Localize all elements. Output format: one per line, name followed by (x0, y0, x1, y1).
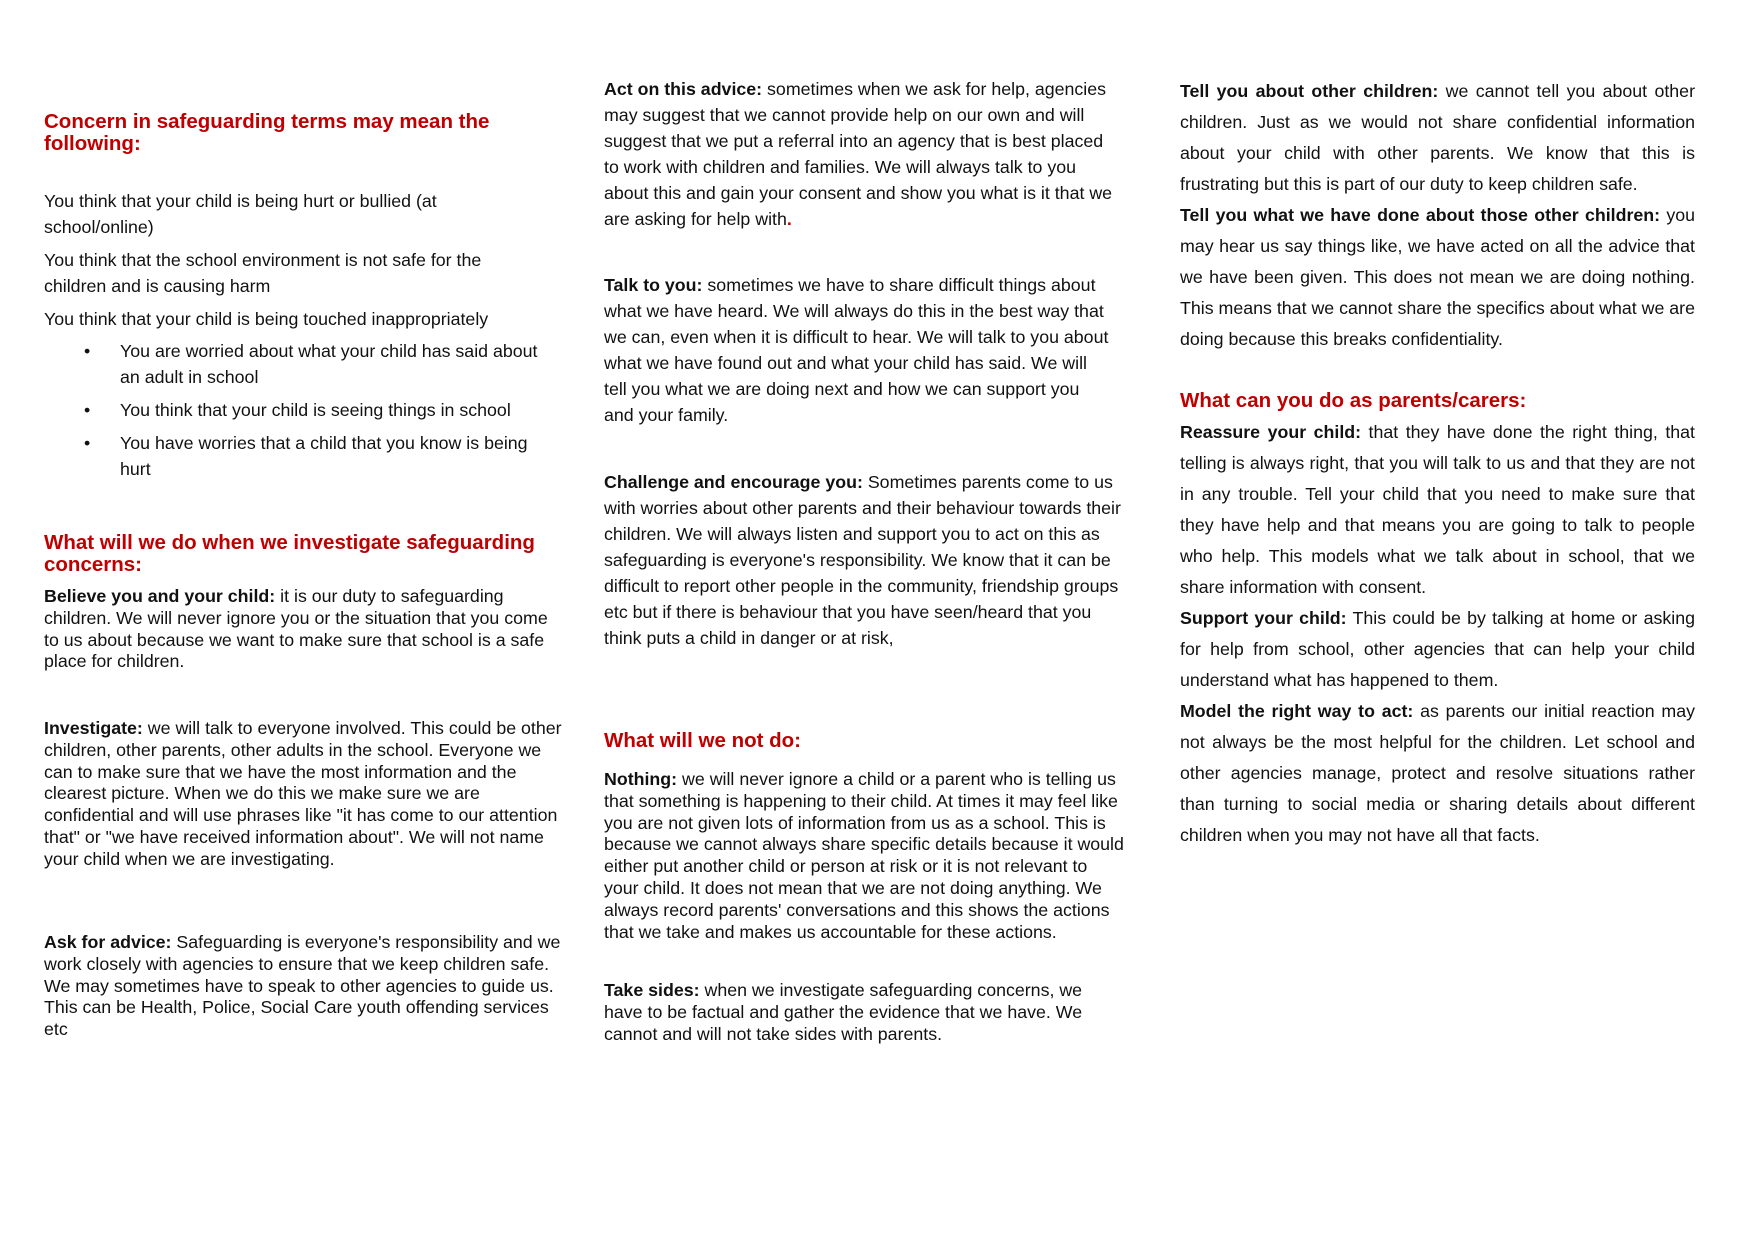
heading-not-do: What will we not do: (604, 729, 802, 752)
heading-investigate: What will we do when we investigate safeguarding concerns: (44, 531, 535, 576)
item-text: that they have done the right thing, that telling is always right, that you will talk to us and that they are not in any trouble. Tell your child that you need to make sure that they have help and that means you are going to talk to people who help. This models what we talk about in school, that we share information with consent. (1180, 422, 1695, 597)
item-text: we will talk to everyone involved. This could be other children, other parents, other adults in the school. Everyone we can to make sure that we have the most information and the clearest picture. When we do this we make sure we are confidential and will use phrases like "it has come to our attention that" or "we have received information about". We will not name your child when we are investigating. (44, 718, 562, 869)
item-challenge-encourage (604, 469, 1124, 651)
parent-item-model (1180, 696, 1695, 851)
item-text: as parents our initial reaction may not always be the most helpful for the children. Let school and other agencies manage, protect and resolve situations rather than turning to social media or sharing details about different children when you may not have all that facts. (1180, 701, 1695, 845)
item-act-on-advice (604, 76, 1114, 232)
item-label: Ask for advice: (44, 932, 172, 952)
investigate-item-believe (44, 586, 554, 673)
item-label: Act on this advice: (604, 79, 763, 99)
item-label: Tell you about other children: (1180, 81, 1439, 101)
item-text: when we investigate safeguarding concerns, we have to be factual and gather the evidence that we have. We cannot and will not take sides with parents. (604, 980, 1083, 1044)
item-text: This could be by talking at home or asking for help from school, other agencies that can help your child understand what has happened to them. (1180, 608, 1695, 690)
bullet-text: You have worries that a child that you know is being hurt (120, 433, 528, 479)
item-text: sometimes when we ask for help, agencies may suggest that we cannot provide help on our own and will suggest that we put a referral into an agency that is best placed to work with children and families. We will always talk to you about this and gain your consent and show you what is it that we are asking for help with (604, 79, 1113, 229)
item-label: Investigate: (44, 718, 143, 738)
item-other-children (1180, 76, 1695, 200)
concern-bullet-list (44, 338, 564, 489)
item-label: Model the right way to act: (1180, 701, 1414, 721)
item-label: Talk to you: (604, 275, 703, 295)
item-text: you may hear us say things like, we have acted on all the advice that we have been given. This does not mean we are doing nothing. This means that we cannot share the specifics about what we are doing because this breaks confidentiality. (1180, 205, 1695, 349)
item-text: Safeguarding is everyone's responsibility and we work closely with agencies to ensure that we keep children safe. We may sometimes have to speak to other agencies to guide us. This can be Health, Police, Social Care youth offending services etc (44, 932, 561, 1040)
item-text: Sometimes parents come to us with worries about other parents and their behaviour towards their children. We will always listen and support you to act on this as safeguarding is everyone's responsibility. We know that it can be difficult to report other people in the community, friendship groups etc but if there is behaviour that you have seen/heard that you think puts a child in danger or at risk, (604, 472, 1121, 648)
bullet-item (44, 338, 560, 390)
item-label: Challenge and encourage you: (604, 472, 863, 492)
concern-item: You think that your child is being touched inappropriately (44, 309, 489, 329)
item-label: Take sides: (604, 980, 700, 1000)
concern-item: You think that the school environment is not safe for the children and is causing harm (44, 250, 482, 296)
parent-item-reassure (1180, 417, 1695, 603)
bullet-icon: • (84, 341, 91, 361)
item-end-punctuation: . (786, 209, 792, 229)
bullet-icon: • (84, 400, 91, 420)
item-text: it is our duty to safeguarding children. We will never ignore you or the situation that you come to us about because we want to make sure that school is a safe place for children. (44, 586, 548, 672)
bullet-item (44, 430, 560, 482)
item-text: sometimes we have to share difficult things about what we have heard. We will always do this in the best way that we can, even when it is difficult to hear. We will talk to you about what we have found out and what your child has said. We will tell you what we are doing next and how we can support you and your family. (604, 275, 1109, 425)
parent-item-support (1180, 603, 1695, 696)
item-talk-to-you (604, 272, 1114, 428)
item-what-done (1180, 200, 1695, 355)
item-label: Believe you and your child: (44, 586, 276, 606)
investigate-item-advice (44, 932, 564, 1041)
item-label: Support your child: (1180, 608, 1347, 628)
item-label: Nothing: (604, 769, 678, 789)
bullet-item (44, 397, 580, 423)
not-item-take-sides (604, 980, 1124, 1045)
bullet-text: You think that your child is seeing things in school (120, 400, 511, 420)
item-text: we will never ignore a child or a parent who is telling us that something is happening to their child. At times it may feel like you are not given lots of information from us as a school. This is because we cannot always share specific details because it would either put another child or person at risk or it is not relevant to your child. It does not mean that we are not doing anything. We always record parents' conversations and this shows the actions that we take and makes us accountable for these actions. (604, 769, 1124, 942)
bullet-text: You are worried about what your child has said about an adult in school (120, 341, 538, 387)
item-label: Tell you what we have done about those other children: (1180, 205, 1661, 225)
concern-item: You think that your child is being hurt or bullied (at school/online) (44, 191, 437, 237)
heading-concern-meaning: Concern in safeguarding terms may mean the following: (44, 110, 490, 155)
item-label: Reassure your child: (1180, 422, 1362, 442)
bullet-icon: • (84, 433, 91, 453)
investigate-item-investigate (44, 718, 564, 871)
item-text: we cannot tell you about other children. Just as we would not share confidential information about your child with other parents. We know that this is frustrating but this is part of our duty to keep children safe. (1180, 81, 1695, 194)
heading-parents-carers: What can you do as parents/carers: (1180, 389, 1527, 412)
not-item-nothing (604, 769, 1124, 943)
